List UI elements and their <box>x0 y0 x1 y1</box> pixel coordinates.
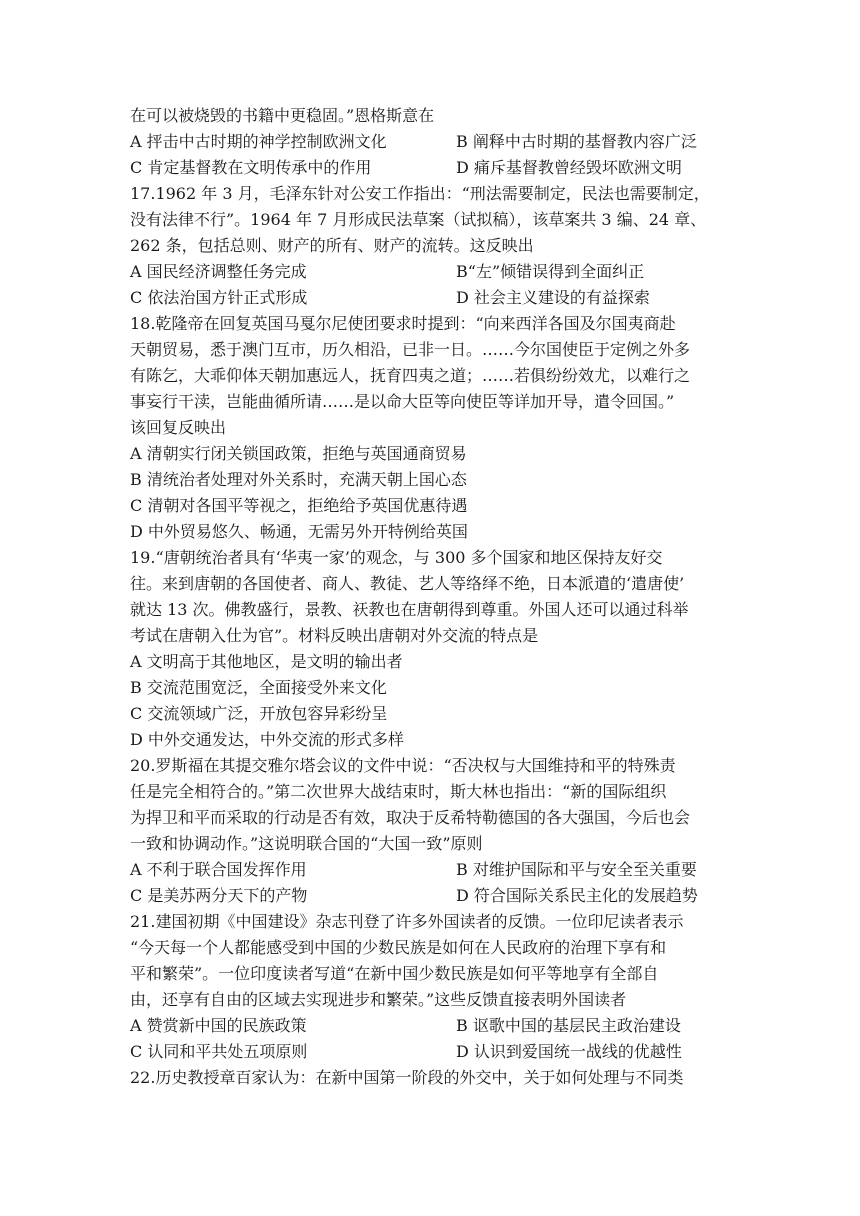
passage-line: 在可以被烧毁的书籍中更稳固。”恩格斯意在 <box>130 106 435 125</box>
option-b: B 讴歌中国的基层民主政治建设 <box>456 1016 681 1035</box>
option-a: A 清朝实行闭关锁国政策，拒绝与英国通商贸易 <box>130 444 467 463</box>
option-b: B“左”倾错误得到全面纠正 <box>456 262 645 281</box>
option-c: C 依法治国方针正式形成 <box>130 288 308 307</box>
question-21-line: 平和繁荣”。一位印度读者写道“在新中国少数民族是如何平等地享有全部自 <box>130 964 659 983</box>
option-c: C 清朝对各国平等视之，拒绝给予英国优惠待遇 <box>130 496 468 515</box>
option-d: D 社会主义建设的有益探索 <box>456 288 650 307</box>
question-19-line: 就达 13 次。佛教盛行，景教、祆教也在唐朝得到尊重。外国人还可以通过科举 <box>130 600 689 619</box>
option-b: B 对维护国际和平与安全至关重要 <box>456 860 697 879</box>
option-b: B 清统治者处理对外关系时，充满天朝上国心态 <box>130 470 467 489</box>
question-20-line: 为捍卫和平而采取的行动是否有效，取决于反希特勒德国的各大强国，今后也会 <box>130 808 691 827</box>
question-21-line: 由，还享有自由的区域去实现进步和繁荣。”这些反馈直接表明外国读者 <box>130 990 627 1009</box>
question-20-line: 20.罗斯福在其提交雅尔塔会议的文件中说：“否决权与大国维持和平的特殊责 <box>130 756 676 775</box>
option-b: B 交流范围宽泛，全面接受外来文化 <box>130 678 387 697</box>
option-c: C 肯定基督教在文明传承中的作用 <box>130 158 372 177</box>
question-17-line: 262 条，包括总则、财产的所有、财产的流转。这反映出 <box>130 236 534 255</box>
question-22-line: 22.历史教授章百家认为：在新中国第一阶段的外交中，关于如何处理与不同类 <box>130 1068 684 1087</box>
question-18-line: 18.乾隆帝在回复英国马戛尔尼使团要求时提到：“向来西洋各国及尔国夷商赴 <box>130 314 676 333</box>
question-21-line: 21.建国初期《中国建设》杂志刊登了许多外国读者的反馈。一位印尼读者表示 <box>130 912 684 931</box>
option-d: D 中外交通发达，中外交流的形式多样 <box>130 730 404 749</box>
option-d: D 痛斥基督教曾经毁坏欧洲文明 <box>456 158 682 177</box>
question-19-line: 考试在唐朝入仕为官”。材料反映出唐朝对外交流的特点是 <box>130 626 539 645</box>
question-17-line: 17.1962 年 3 月，毛泽东针对公安工作指出：“刑法需要制定，民法也需要制定， <box>130 184 710 203</box>
question-18-line: 天朝贸易，悉于澳门互市，历久相沿，已非一日。……今尔国使臣于定例之外多 <box>130 340 691 359</box>
question-19-line: 往。来到唐朝的各国使者、商人、教徒、艺人等络绎不绝，日本派遣的‘遣唐使’ <box>130 574 685 593</box>
question-18-line: 有陈乞，大乖仰体天朝加惠远人，抚育四夷之道；……若俱纷纷效尤，以难行之 <box>130 366 691 385</box>
option-d: D 认识到爱国统一战线的优越性 <box>456 1042 682 1061</box>
option-b: B 阐释中古时期的基督教内容广泛 <box>456 132 697 151</box>
option-a: A 抨击中古时期的神学控制欧洲文化 <box>130 132 387 151</box>
option-a: A 国民经济调整任务完成 <box>130 262 307 281</box>
option-c: C 是美苏两分天下的产物 <box>130 886 308 905</box>
question-21-line: “今天每一个人都能感受到中国的少数民族是如何在人民政府的治理下享有和 <box>130 938 667 957</box>
question-19-line: 19.“唐朝统治者具有‘华夷一家’的观念，与 300 多个国家和地区保持友好交 <box>130 548 663 567</box>
question-20-line: 任是完全相符合的。”第二次世界大战结束时，斯大林也指出：“新的国际组织 <box>130 782 667 801</box>
question-18-line: 事妄行干渎，岂能曲循所请……是以命大臣等向使臣等详加开导，遣令回国。” <box>130 392 675 411</box>
option-c: C 认同和平共处五项原则 <box>130 1042 308 1061</box>
option-d: D 中外贸易悠久、畅通，无需另外开特例给英国 <box>130 522 468 541</box>
question-17-line: 没有法律不行”。1964 年 7 月形成民法草案（试拟稿），该草案共 3 编、24 章、 <box>130 210 707 229</box>
question-20-line: 一致和协调动作。”这说明联合国的“大国一致”原则 <box>130 834 483 853</box>
option-a: A 赞赏新中国的民族政策 <box>130 1016 307 1035</box>
option-d: D 符合国际关系民主化的发展趋势 <box>456 886 698 905</box>
option-c: C 交流领域广泛，开放包容异彩纷呈 <box>130 704 388 723</box>
option-a: A 文明高于其他地区，是文明的输出者 <box>130 652 403 671</box>
question-18-line: 该回复反映出 <box>130 418 227 437</box>
option-a: A 不利于联合国发挥作用 <box>130 860 307 879</box>
